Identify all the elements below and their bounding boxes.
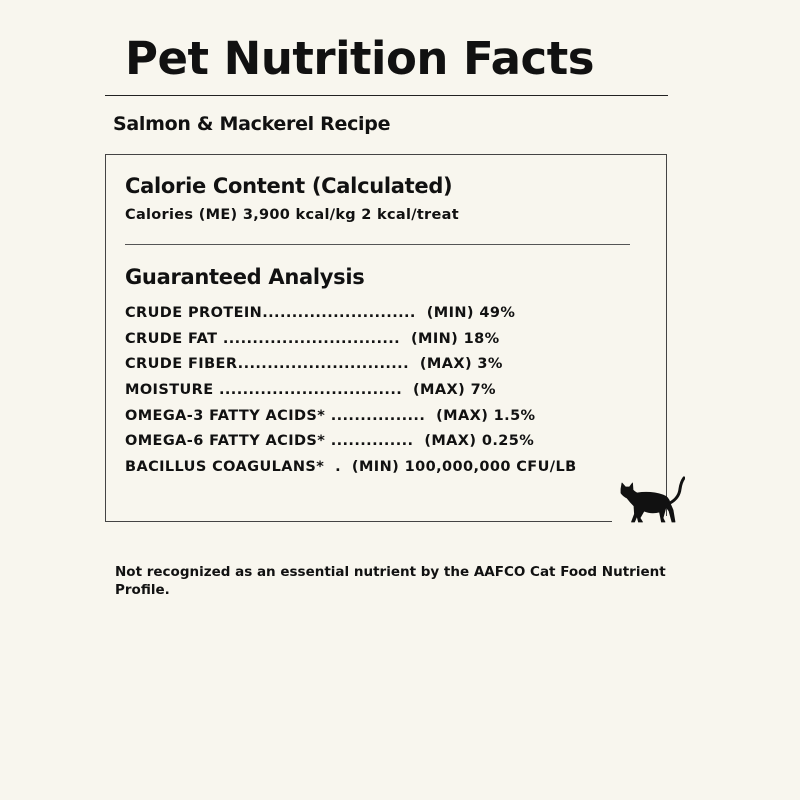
recipe-name: Salmon & Mackerel Recipe — [113, 113, 391, 135]
page-title: Pet Nutrition Facts — [125, 32, 594, 85]
analysis-row-bacillus — [125, 457, 633, 483]
analysis-row-crude-fat — [125, 329, 633, 355]
analysis-row-omega-3 — [125, 406, 633, 432]
analysis-row-text: MOISTURE ............................... (MAX) 7% — [125, 382, 496, 399]
analysis-row-crude-fiber — [125, 354, 633, 380]
calorie-content-value: Calories (ME) 3,900 kcal/kg 2 kcal/treat — [125, 207, 459, 223]
analysis-row-omega-6 — [125, 431, 633, 457]
analysis-row-text: CRUDE FIBER............................. (MAX) 3% — [125, 356, 503, 373]
cat-silhouette-icon — [617, 474, 685, 526]
analysis-row-moisture — [125, 380, 633, 406]
analysis-row-text: CRUDE PROTEIN.......................... (MIN) 49% — [125, 305, 516, 321]
analysis-row-text: BACILLUS COAGULANS* . (MIN) 100,000,000 CFU/LB — [125, 459, 577, 476]
analysis-row-text: OMEGA-6 FATTY ACIDS* .............. (MAX) 0.25% — [125, 433, 535, 450]
guaranteed-analysis-list — [125, 303, 633, 483]
title-divider — [105, 95, 668, 96]
calorie-content-heading: Calorie Content (Calculated) — [125, 174, 453, 198]
analysis-row-crude-protein — [125, 303, 633, 329]
footnote: Not recognized as an essential nutrient by the AAFCO Cat Food Nutrient Profile. — [115, 564, 666, 598]
analysis-row-text: CRUDE FAT .............................. (MIN) 18% — [125, 330, 500, 347]
guaranteed-analysis-heading: Guaranteed Analysis — [125, 265, 365, 289]
analysis-row-text: OMEGA-3 FATTY ACIDS* ................ (MAX) 1.5% — [125, 407, 536, 424]
section-divider — [125, 244, 630, 245]
